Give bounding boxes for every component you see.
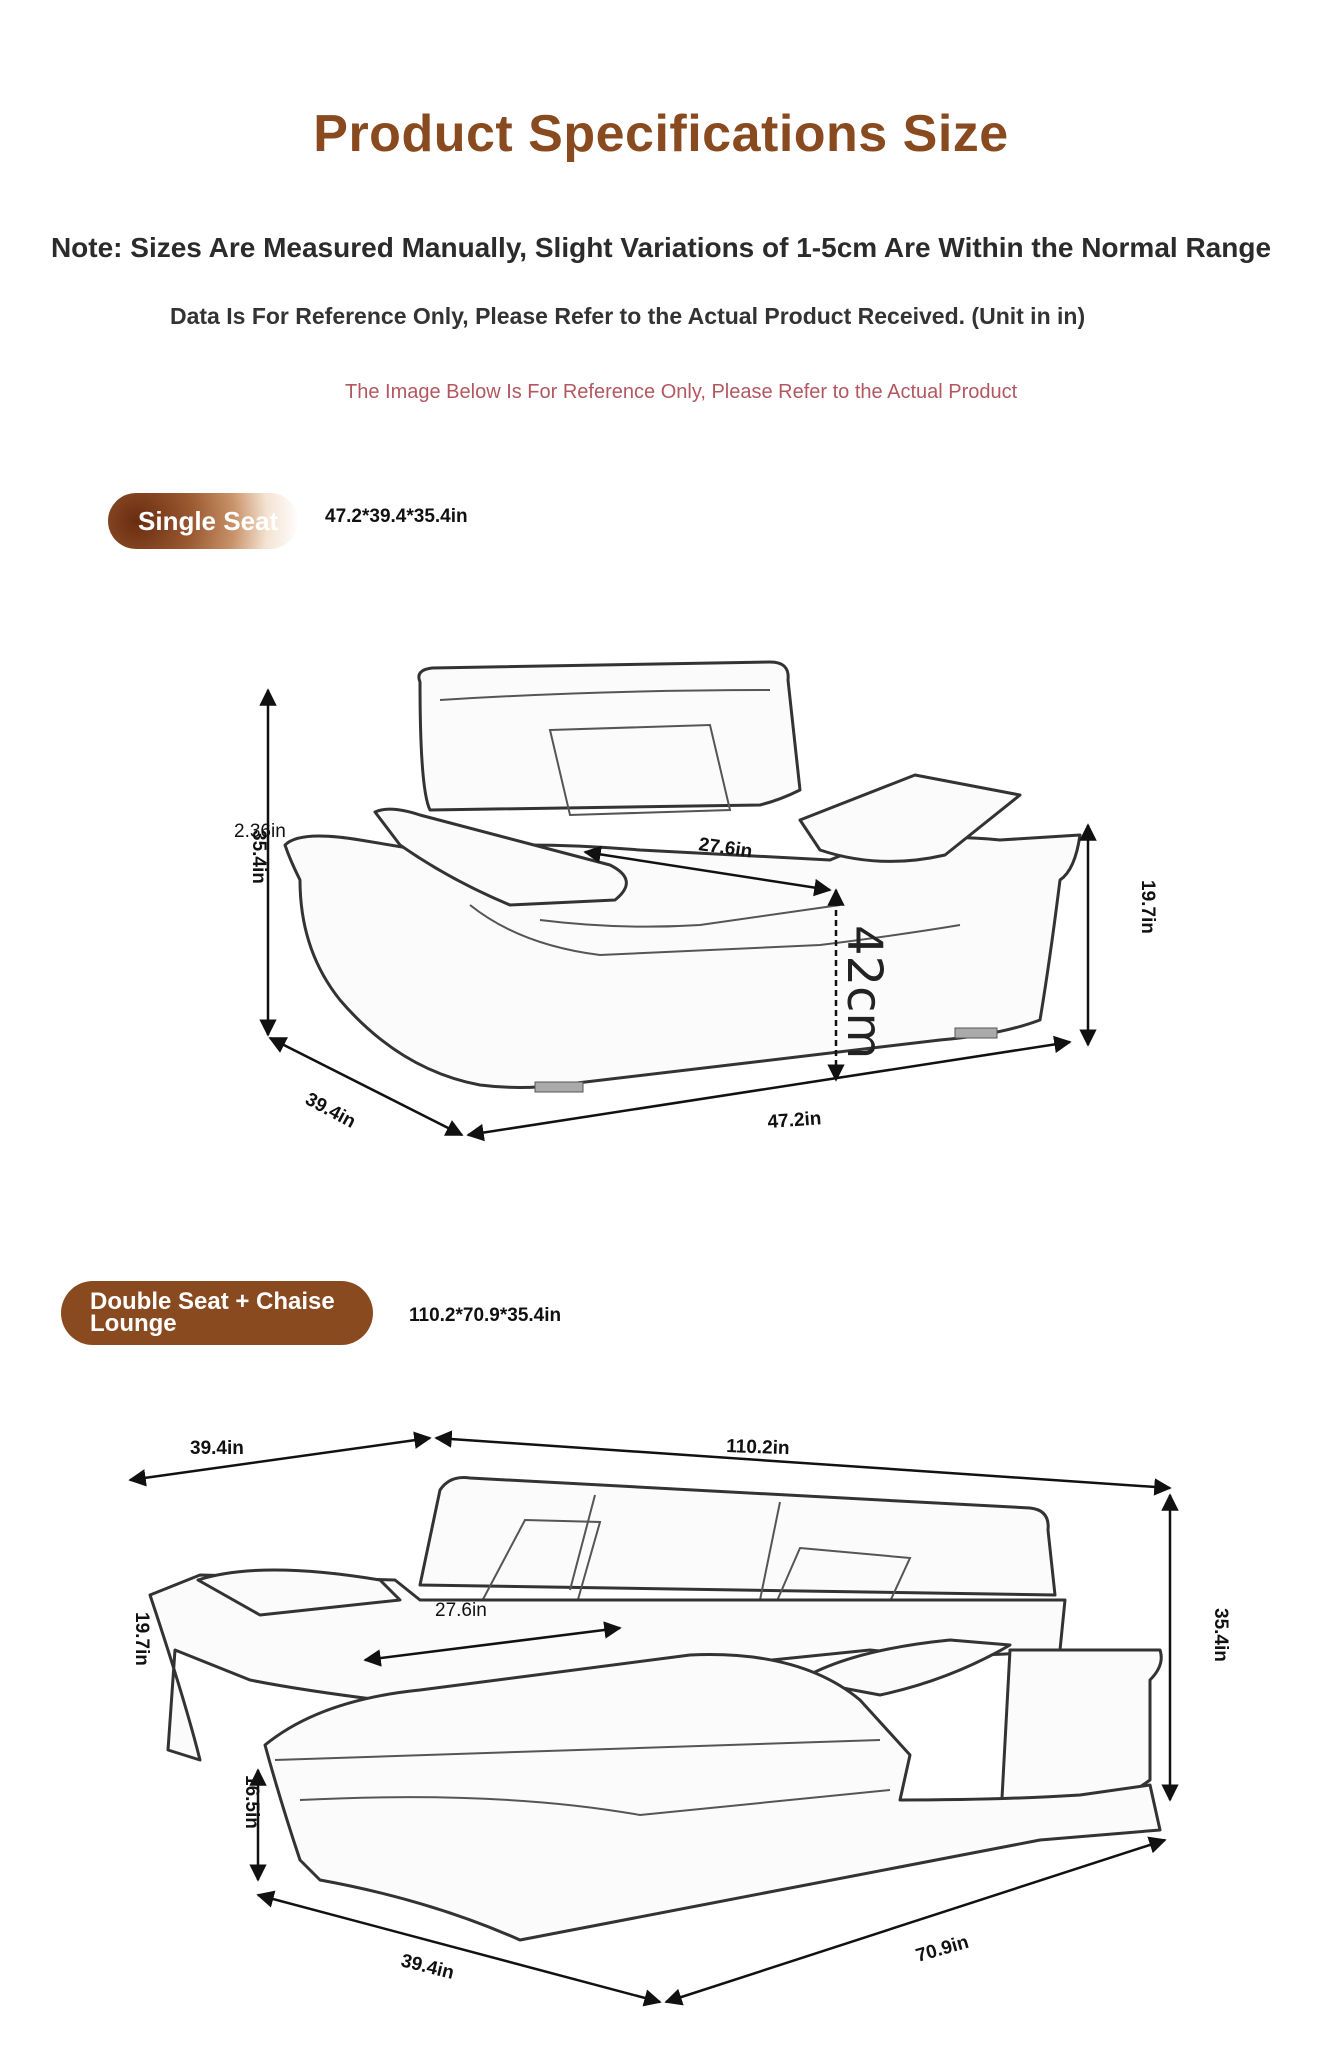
double-top-left-dim: 39.4in [190,1438,244,1459]
single-height-dim: 35.4in [248,830,269,884]
double-left-height-dim: 19.7in [131,1612,152,1666]
double-sofa-drawing [130,1436,1231,2002]
single-seat-label: Single Seat [138,505,279,536]
reference-note: Data Is For Reference Only, Please Refer to the Actual Product Received. (Unit in in) [170,303,1086,329]
double-bottom-depth-dim: 39.4in [398,1950,457,1984]
measurement-note: Note: Sizes Are Measured Manually, Slight Variations of 1-5cm Are Within the Normal Range [50,232,1272,263]
single-depth-dim: 39.4in [301,1088,360,1133]
double-seat-height-dim: 16.5in [241,1775,262,1829]
single-width-dim: 47.2in [766,1108,823,1133]
double-seat-width-dim: 27.6in [435,1600,487,1621]
single-arm-dim: 2.36in [234,821,286,842]
single-seat-overall-dims: 47.2*39.4*35.4in [325,506,468,527]
double-right-height-dim: 35.4in [1210,1608,1231,1662]
double-top-total-dim: 110.2in [725,1436,790,1460]
single-seat-height-dim: 42cm [836,925,892,1060]
single-side-height-dim: 19.7in [1137,880,1158,934]
single-sofa-drawing [234,662,1158,1135]
page-title: Product Specifications Size [313,105,1009,163]
double-bottom-length-dim: 70.9in [913,1931,972,1967]
double-seat-overall-dims: 110.2*70.9*35.4in [409,1305,562,1326]
single-seat-width-dim: 27.6in [697,834,754,863]
image-reference-note: The Image Below Is For Reference Only, Please Refer to the Actual Product [345,381,1018,403]
double-seat-label: Double Seat + Chaise Lounge [90,1288,335,1337]
